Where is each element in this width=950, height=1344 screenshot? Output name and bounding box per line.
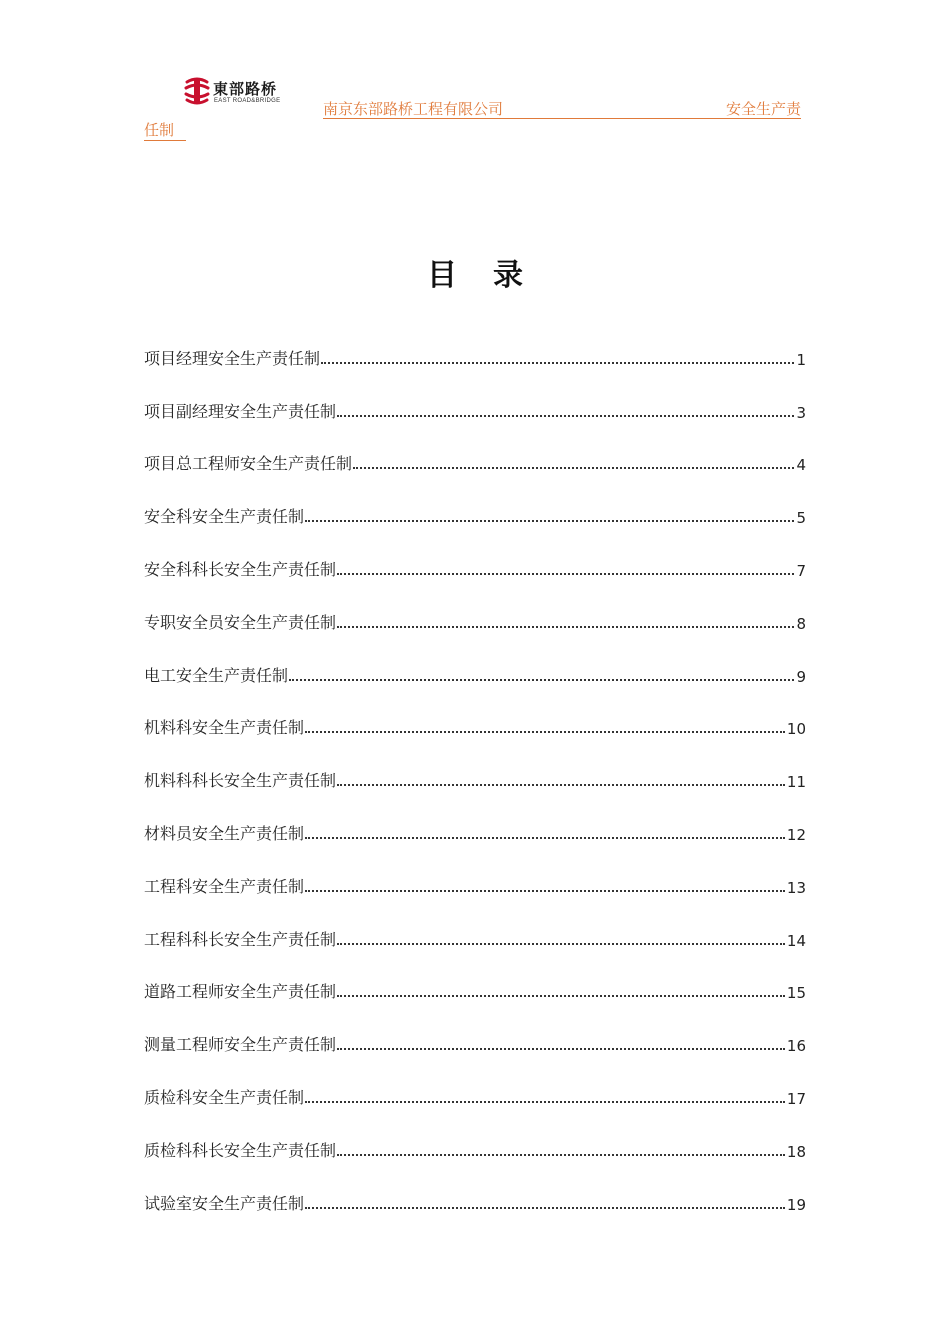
- toc-entry[interactable]: [144, 580, 806, 633]
- toc-entry[interactable]: [144, 897, 806, 950]
- toc-entry[interactable]: [144, 686, 806, 739]
- toc-entry-page-number: 1: [796, 350, 806, 369]
- toc-entry[interactable]: [144, 422, 806, 475]
- toc-entry-title: 工程科安全生产责任制: [144, 876, 305, 896]
- toc-dot-leader: [337, 943, 785, 945]
- toc-entry-page-number: 8: [796, 614, 806, 633]
- toc-entry[interactable]: [144, 316, 806, 369]
- toc-entry-page-number: 4: [796, 456, 806, 475]
- page-header: [323, 96, 801, 119]
- toc-entry-page-number: 13: [786, 878, 806, 897]
- toc-entry-page-number: 12: [786, 825, 806, 844]
- toc-entry[interactable]: [144, 1002, 806, 1055]
- toc-entry-title: 专职安全员安全生产责任制: [144, 612, 337, 632]
- toc-entry[interactable]: [144, 738, 806, 791]
- toc-entry-page-number: 5: [796, 509, 806, 528]
- toc-dot-leader: [337, 626, 794, 628]
- toc-entry-title: 质检科安全生产责任制: [144, 1087, 305, 1107]
- toc-entry-title: 项目总工程师安全生产责任制: [144, 454, 353, 474]
- toc-entry[interactable]: [144, 950, 806, 1003]
- table-of-contents: [144, 316, 806, 1214]
- toc-entry-page-number: 9: [796, 667, 806, 686]
- toc-entry-title: 质检科科长安全生产责任制: [144, 1140, 337, 1160]
- toc-dot-leader: [337, 1048, 785, 1050]
- header-doc-title-part2: 任制: [144, 119, 186, 141]
- toc-entry-page-number: 15: [786, 984, 806, 1003]
- toc-dot-leader: [337, 995, 785, 997]
- toc-dot-leader: [337, 784, 785, 786]
- toc-dot-leader: [321, 362, 794, 364]
- logo-english-text: EAST ROAD&BRIDGE: [214, 98, 281, 104]
- toc-dot-leader: [305, 731, 785, 733]
- toc-entry-page-number: 7: [796, 561, 806, 580]
- toc-entry-page-number: 11: [786, 773, 806, 792]
- toc-entry-page-number: 3: [796, 403, 806, 422]
- toc-entry-title: 安全科安全生产责任制: [144, 507, 305, 527]
- toc-entry[interactable]: [144, 474, 806, 527]
- toc-entry-title: 测量工程师安全生产责任制: [144, 1035, 337, 1055]
- toc-dot-leader: [305, 890, 785, 892]
- toc-dot-leader: [305, 837, 785, 839]
- toc-entry-title: 机料科安全生产责任制: [144, 718, 305, 738]
- toc-entry-page-number: 19: [786, 1195, 806, 1214]
- toc-dot-leader: [305, 1101, 785, 1103]
- toc-entry-title: 机料科科长安全生产责任制: [144, 771, 337, 791]
- header-company-name: 南京东部路桥工程有限公司: [323, 100, 504, 118]
- toc-entry[interactable]: [144, 1108, 806, 1161]
- toc-dot-leader: [337, 573, 794, 575]
- toc-dot-leader: [337, 415, 794, 417]
- toc-entry-title: 项目经理安全生产责任制: [144, 348, 321, 368]
- toc-entry-title: 安全科科长安全生产责任制: [144, 559, 337, 579]
- toc-entry[interactable]: [144, 369, 806, 422]
- toc-dot-leader: [305, 520, 794, 522]
- toc-dot-leader: [353, 467, 794, 469]
- logo-chinese-text: 東部路桥: [213, 80, 278, 98]
- toc-entry[interactable]: [144, 1055, 806, 1108]
- toc-entry-page-number: 14: [786, 931, 806, 950]
- toc-entry[interactable]: [144, 844, 806, 897]
- company-logo: [183, 76, 283, 110]
- logo-mark-icon: [183, 76, 211, 106]
- toc-entry-title: 材料员安全生产责任制: [144, 823, 305, 843]
- toc-entry-title: 试验室安全生产责任制: [144, 1193, 305, 1213]
- toc-entry-page-number: 17: [786, 1089, 806, 1108]
- toc-dot-leader: [337, 1154, 785, 1156]
- toc-entry[interactable]: [144, 527, 806, 580]
- toc-entry[interactable]: [144, 791, 806, 844]
- toc-entry-title: 电工安全生产责任制: [144, 665, 289, 685]
- toc-entry-page-number: 16: [786, 1037, 806, 1056]
- toc-dot-leader: [289, 679, 794, 681]
- toc-entry[interactable]: [144, 633, 806, 686]
- toc-entry-title: 道路工程师安全生产责任制: [144, 982, 337, 1002]
- toc-entry-page-number: 10: [786, 720, 806, 739]
- toc-dot-leader: [305, 1207, 785, 1209]
- toc-heading: 目录: [427, 258, 559, 293]
- header-doc-title-part1: 安全生产责: [725, 100, 801, 118]
- toc-entry-page-number: 18: [786, 1142, 806, 1161]
- toc-entry-title: 项目副经理安全生产责任制: [144, 401, 337, 421]
- toc-entry-title: 工程科科长安全生产责任制: [144, 929, 337, 949]
- toc-entry[interactable]: [144, 1161, 806, 1214]
